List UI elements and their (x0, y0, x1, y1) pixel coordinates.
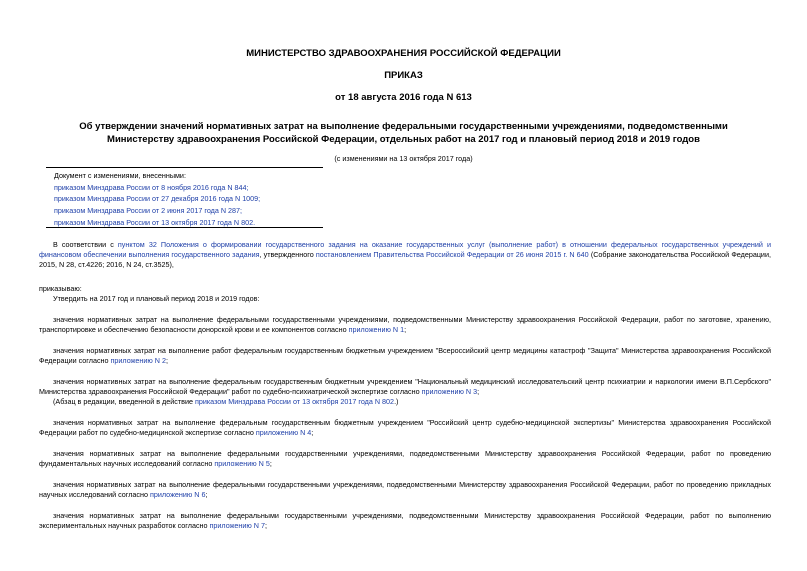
regulation-link[interactable]: пунктом 32 Положения о формировании государственного задания на оказание государственных услуг (выполнение работ) в отношении федеральных государственных учреждений и финансовом обеспечении выполнения государственного задания (39, 240, 771, 260)
list-item (39, 418, 771, 438)
doc-type-heading: ПРИКАЗ (384, 70, 423, 81)
list-item (39, 480, 771, 500)
changes-bottom-divider (46, 227, 323, 228)
document-title: Об утверждении значений нормативных затрат на выполнение федеральными государственными учреждениями, подведомственными Министерству здравоохранения Российской Федерации, отдельных работ на 2017 год и плановый период 2018 и 2019 годов (79, 121, 728, 145)
item-end: ; (205, 490, 208, 500)
appendix-link-3[interactable]: приложению N 3 (421, 387, 478, 397)
preamble-text-b: , утвержденного (259, 250, 316, 260)
amend-order-link[interactable]: приказом Минздрава России от 13 октября 2017 года N 802 (194, 397, 395, 406)
list-item (39, 346, 771, 366)
appendix-link-1[interactable]: приложению N 1 (348, 325, 405, 335)
item-end: ; (477, 387, 480, 397)
changes-box (46, 170, 346, 229)
list-item (39, 449, 771, 469)
appendix-link-7[interactable]: приложению N 7 (209, 521, 265, 531)
change-link-1[interactable]: приказом Минздрава России от 8 ноября 2016 года N 844; (54, 182, 249, 192)
item-end: ; (166, 356, 168, 366)
appendix-link-4[interactable]: приложению N 4 (255, 428, 312, 438)
amend-note-text-b: .) (394, 397, 399, 406)
item-text: значения нормативных затрат на выполнение федеральными государственными учреждениями, подведомственными Министерству здравоохранения Российской Федерации, работ по проведению фундаментальных научных исследований согласно (39, 449, 771, 469)
item-end: ; (404, 325, 407, 335)
item-text: значения нормативных затрат на выполнение федеральными государственными учреждениями, подведомственными Министерству здравоохранения Российской Федерации, работ по проведению прикладных научных исследований согласно (39, 480, 771, 500)
change-link-4[interactable]: приказом Минздрава России от 13 октября 2017 года N 802. (54, 217, 256, 227)
appendix-link-6[interactable]: приложению N 6 (150, 490, 206, 500)
approve-line: Утвердить на 2017 год и плановый период 2018 и 2019 годов: (53, 294, 260, 303)
preamble-text-a: В соответствии с (53, 240, 118, 249)
item-text: значения нормативных затрат на выполнение федеральным государственным бюджетным учреждением "Национальный медицинский исследовательский центр психиатрии и наркологии имени В.П.Сербского" Министерства здравоохранения Российской Федерации" работ по судебно-психиатрической экспертизе согласно (39, 377, 771, 397)
amend-note-text-a: (Абзац в редакции, введенной в действие (53, 397, 195, 406)
list-item (39, 377, 771, 397)
item-text: значения нормативных затрат на выполнение федеральными государственными учреждениями, подведомственными Министерству здравоохранения Российской Федерации, работ по заготовке, хранению, транспортировке и обеспечению безопасности донорской крови и ее компонентов согласно (39, 315, 771, 335)
item-end: ; (269, 459, 272, 469)
preamble-paragraph (39, 240, 771, 271)
item-end: ; (264, 521, 267, 531)
list-item (39, 511, 771, 531)
changes-heading: Документ с изменениями, внесенными: (54, 171, 186, 180)
list-item (39, 315, 771, 335)
order-word: приказываю: (39, 284, 82, 293)
changes-top-divider (46, 167, 323, 168)
item-text: значения нормативных затрат на выполнение федеральными государственными учреждениями, подведомственными Министерству здравоохранения Российской Федерации, работ по выполнению экспериментальных научных разработок согласно (39, 511, 771, 531)
appendix-link-2[interactable]: приложению N 2 (110, 356, 166, 366)
item-text: значения нормативных затрат на выполнение федеральным государственным бюджетным учреждением "Российский центр судебно-медицинской экспертизы" Министерства здравоохранения Российской Федерации работ по судебно-медицинской экспертизе согласно (39, 418, 771, 438)
ministry-heading: МИНИСТЕРСТВО ЗДРАВООХРАНЕНИЯ РОССИЙСКОЙ ФЕДЕРАЦИИ (246, 48, 561, 59)
resolution-link[interactable]: постановлением Правительства Российской Федерации от 26 июня 2015 г. N 640 (315, 250, 589, 260)
doc-date-number: от 18 августа 2016 года N 613 (335, 92, 472, 103)
preamble-text-c: (Собрание законодательства Российской Федерации, 2015, N 28, ст.4226; 2016, N 24, ст.3525), (39, 250, 771, 270)
item-end: ; (311, 428, 314, 438)
change-link-3[interactable]: приказом Минздрава России от 2 июня 2017 года N 287; (54, 206, 243, 216)
item-text: значения нормативных затрат на выполнение работ федеральным государственным бюджетным учреждением "Всероссийский центр медицины катастроф "Защита" Министерства здравоохранения Российской Федерации согласно (39, 346, 771, 366)
change-link-2[interactable]: приказом Минздрава России от 27 декабря 2016 года N 1009; (54, 194, 261, 204)
amend-note (53, 397, 398, 407)
appendix-link-5[interactable]: приложению N 5 (214, 459, 270, 469)
document-subtitle: (с изменениями на 13 октября 2017 года) (334, 154, 473, 163)
